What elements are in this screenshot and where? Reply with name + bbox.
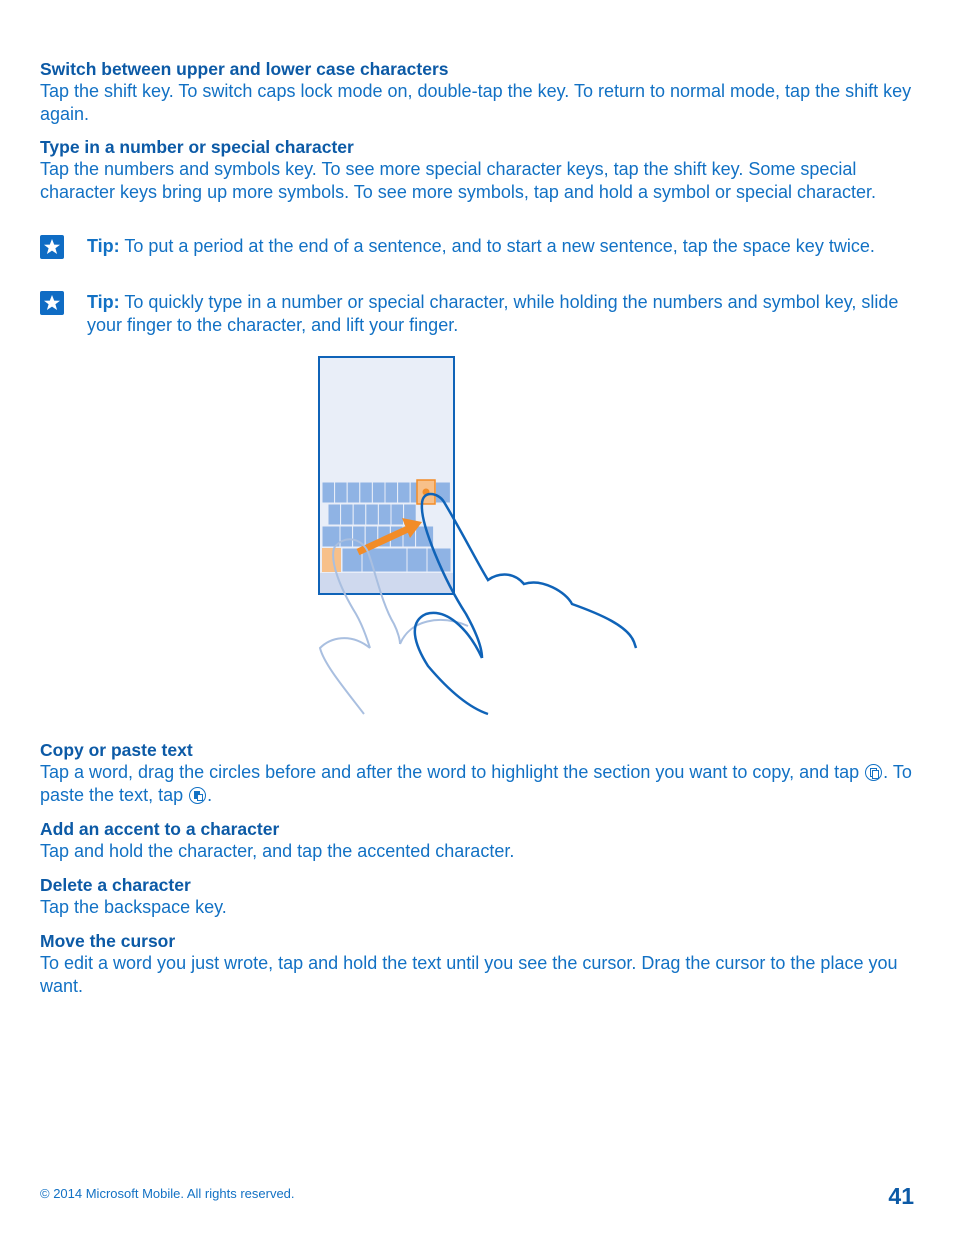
section-body: Tap the shift key. To switch caps lock mode on, double-tap the key. To return to normal mode, tap the shift key again. <box>40 81 912 124</box>
section-number-special <box>40 136 920 204</box>
section-body-part: . To paste the text, tap <box>40 762 912 805</box>
tip-text <box>87 235 920 258</box>
section-copy-paste <box>40 739 920 807</box>
star-icon <box>40 291 64 315</box>
section-body: Tap the backspace key. <box>40 897 227 917</box>
section-body-part: . <box>207 785 213 805</box>
tip-numbers-symbols <box>40 291 920 337</box>
tip-period <box>40 235 920 258</box>
section-body: Tap the numbers and symbols key. To see more special character keys, tap the shift key. Some special character keys bring up more symbols. To see more symbols, tap and hold a symbol or special character. <box>40 159 877 202</box>
copy-icon <box>865 764 882 781</box>
section-heading: Copy or paste text <box>40 740 193 760</box>
section-cursor <box>40 930 920 998</box>
section-switch-case <box>40 58 920 126</box>
section-delete <box>40 874 920 919</box>
paste-icon <box>189 787 206 804</box>
section-body: To edit a word you just wrote, tap and hold the text until you see the cursor. Drag the cursor to the place you want. <box>40 953 898 996</box>
section-body: Tap and hold the character, and tap the accented character. <box>40 841 515 861</box>
section-accent <box>40 818 920 863</box>
section-heading: Type in a number or special character <box>40 137 354 157</box>
section-heading: Delete a character <box>40 875 191 895</box>
section-heading: Switch between upper and lower case characters <box>40 59 449 79</box>
star-icon <box>40 235 64 259</box>
tip-label: Tip: <box>87 292 120 312</box>
tip-label: Tip: <box>87 236 120 256</box>
section-heading: Move the cursor <box>40 931 176 951</box>
section-heading: Add an accent to a character <box>40 819 280 839</box>
tip-body: To put a period at the end of a sentence, and to start a new sentence, tap the space key twice. <box>119 236 875 256</box>
tip-body: To quickly type in a number or special character, while holding the numbers and symbol key, slide your finger to the character, and lift your finger. <box>87 292 899 335</box>
page-number: 41 <box>888 1183 914 1209</box>
section-body <box>40 761 920 807</box>
section-body-part: Tap a word, drag the circles before and after the word to highlight the section you want to copy, and tap <box>40 762 865 782</box>
copyright: © 2014 Microsoft Mobile. All rights reserved. <box>40 1186 295 1201</box>
tip-text <box>87 291 920 337</box>
keyboard-slide-illustration <box>310 352 650 722</box>
